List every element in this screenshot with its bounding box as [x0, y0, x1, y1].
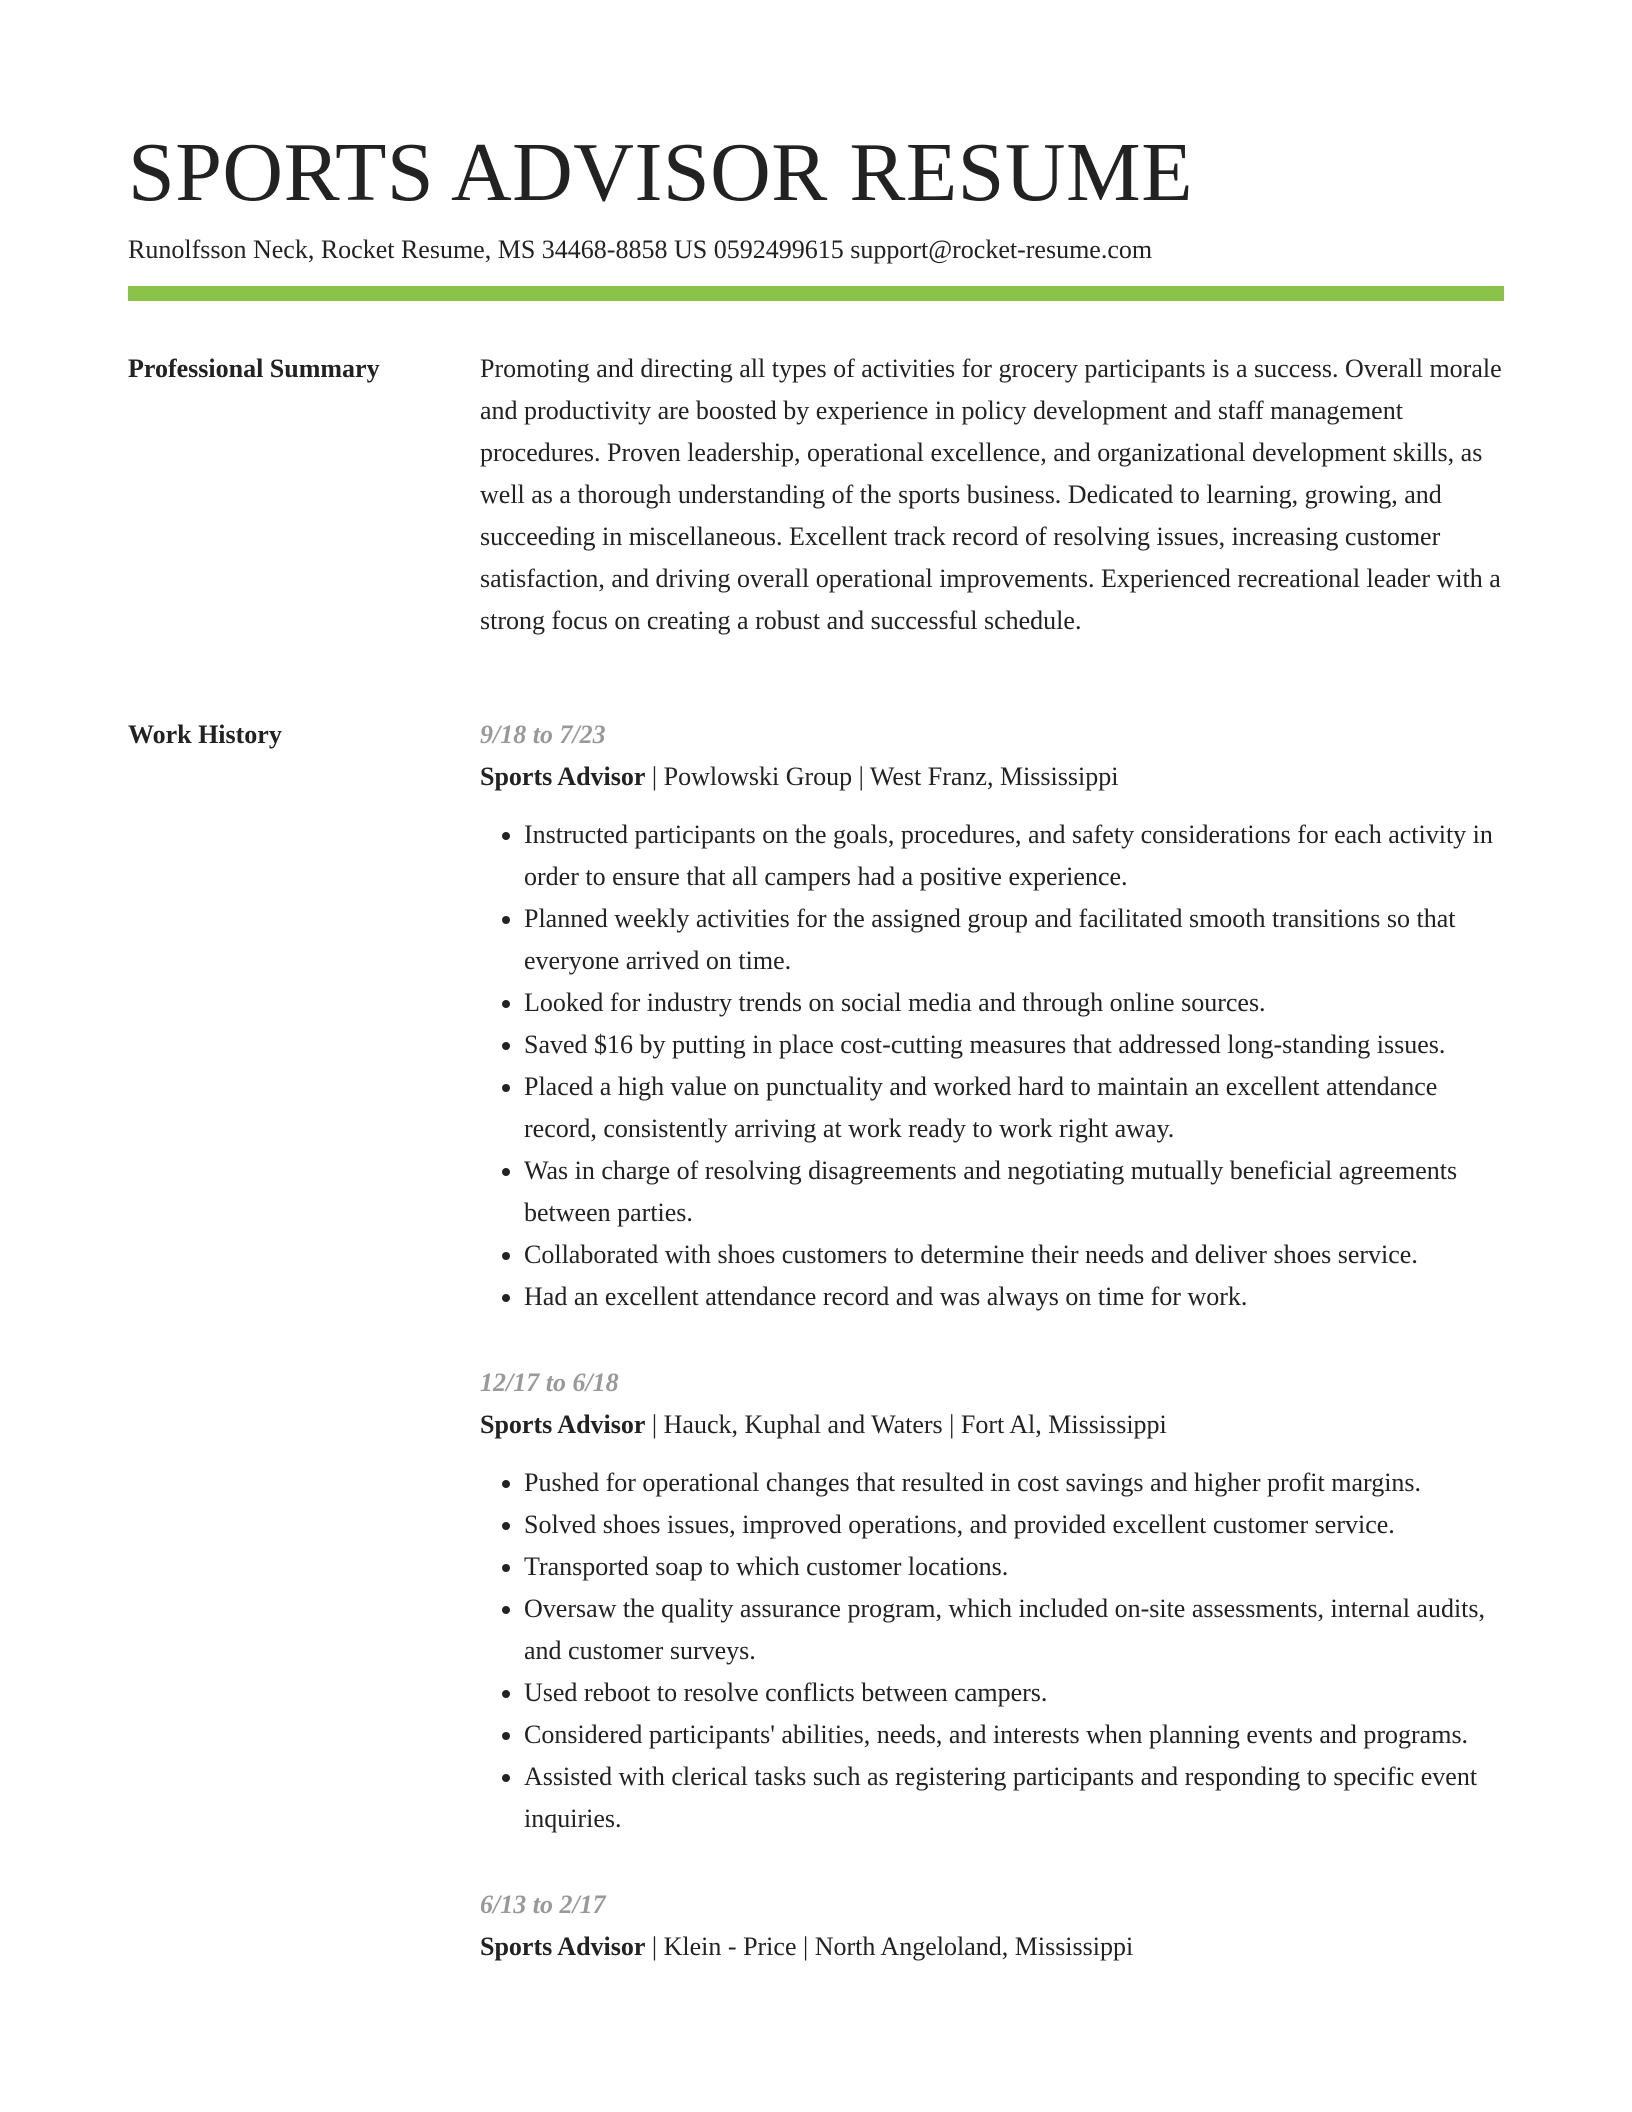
job-separator: |: [645, 1932, 664, 1961]
duty-item: • Looked for industry trends on social media and through online sources.: [524, 982, 1504, 1024]
job-entry: [480, 1884, 1504, 1968]
job-heading: [480, 756, 1504, 798]
job-duties-list: [480, 1462, 1504, 1840]
job-location: West Franz, Mississippi: [869, 762, 1119, 791]
job-dates: 12/17 to 6/18: [480, 1368, 619, 1397]
duty-item: • Saved $16 by putting in place cost-cutting measures that addressed long-standing issues.: [524, 1024, 1504, 1066]
work-history-section: [480, 714, 1504, 2012]
summary-text: Promoting and directing all types of activities for grocery participants is a success. Overall morale and productivity are boosted by experience in policy development and staff management procedures. Proven leadership, operational excellence, and organizational development skills, as well as a thorough understanding of the sports business. Dedicated to learning, growing, and succeeding in miscellaneous. Excellent track record of resolving issues, increasing customer satisfaction, and driving overall operational improvements. Experienced recreational leader with a strong focus on creating a robust and successful schedule.: [480, 354, 1502, 635]
duty-item: • Considered participants' abilities, needs, and interests when planning events and programs.: [524, 1714, 1504, 1756]
job-separator: |: [852, 762, 870, 791]
job-company: Powlowski Group: [663, 762, 853, 791]
job-separator: |: [645, 762, 664, 791]
job-separator: |: [645, 1410, 664, 1439]
resume-title: SPORTS ADVISOR RESUME: [128, 126, 1194, 219]
duty-item: • Planned weekly activities for the assigned group and facilitated smooth transitions so that everyone arrived on time.: [524, 898, 1504, 982]
duty-item: • Assisted with clerical tasks such as registering participants and responding to specific event inquiries.: [524, 1756, 1504, 1840]
duty-item: • Had an excellent attendance record and was always on time for work.: [524, 1276, 1504, 1318]
job-dates: 9/18 to 7/23: [480, 720, 606, 749]
duty-item: • Placed a high value on punctuality and worked hard to maintain an excellent attendance record, consistently arriving at work ready to work right away.: [524, 1066, 1504, 1150]
job-title: Sports Advisor: [480, 1410, 646, 1439]
summary-section: [480, 348, 1504, 642]
duty-item: • Transported soap to which customer locations.: [524, 1546, 1504, 1588]
job-title: Sports Advisor: [480, 762, 646, 791]
job-dates: 6/13 to 2/17: [480, 1890, 606, 1919]
job-separator: |: [796, 1932, 815, 1961]
job-heading: [480, 1404, 1504, 1446]
header-divider: [128, 286, 1504, 301]
job-entry: [480, 1362, 1504, 1840]
job-company: Hauck, Kuphal and Waters: [663, 1410, 943, 1439]
duty-item: • Used reboot to resolve conflicts between campers.: [524, 1672, 1504, 1714]
duty-item: • Collaborated with shoes customers to determine their needs and deliver shoes service.: [524, 1234, 1504, 1276]
job-entry: [480, 714, 1504, 1318]
job-location: North Angeloland, Mississippi: [814, 1932, 1134, 1961]
duty-item: • Pushed for operational changes that resulted in cost savings and higher profit margins.: [524, 1462, 1504, 1504]
job-separator: |: [942, 1410, 961, 1439]
duty-item: • Instructed participants on the goals, procedures, and safety considerations for each activity in order to ensure that all campers had a positive experience.: [524, 814, 1504, 898]
job-title: Sports Advisor: [480, 1932, 646, 1961]
work-history-label: Work History: [128, 720, 282, 749]
job-location: Fort Al, Mississippi: [960, 1410, 1167, 1439]
job-heading: [480, 1926, 1504, 1968]
job-company: Klein - Price: [663, 1932, 797, 1961]
duty-item: • Oversaw the quality assurance program, which included on-site assessments, internal audits, and customer surveys.: [524, 1588, 1504, 1672]
duty-item: • Was in charge of resolving disagreements and negotiating mutually beneficial agreements between parties.: [524, 1150, 1504, 1234]
job-duties-list: [480, 814, 1504, 1318]
summary-label: Professional Summary: [128, 354, 380, 383]
contact-line: Runolfsson Neck, Rocket Resume, MS 34468-8858 US 0592499615 support@rocket-resume.com: [128, 235, 1153, 264]
duty-item: • Solved shoes issues, improved operations, and provided excellent customer service.: [524, 1504, 1504, 1546]
